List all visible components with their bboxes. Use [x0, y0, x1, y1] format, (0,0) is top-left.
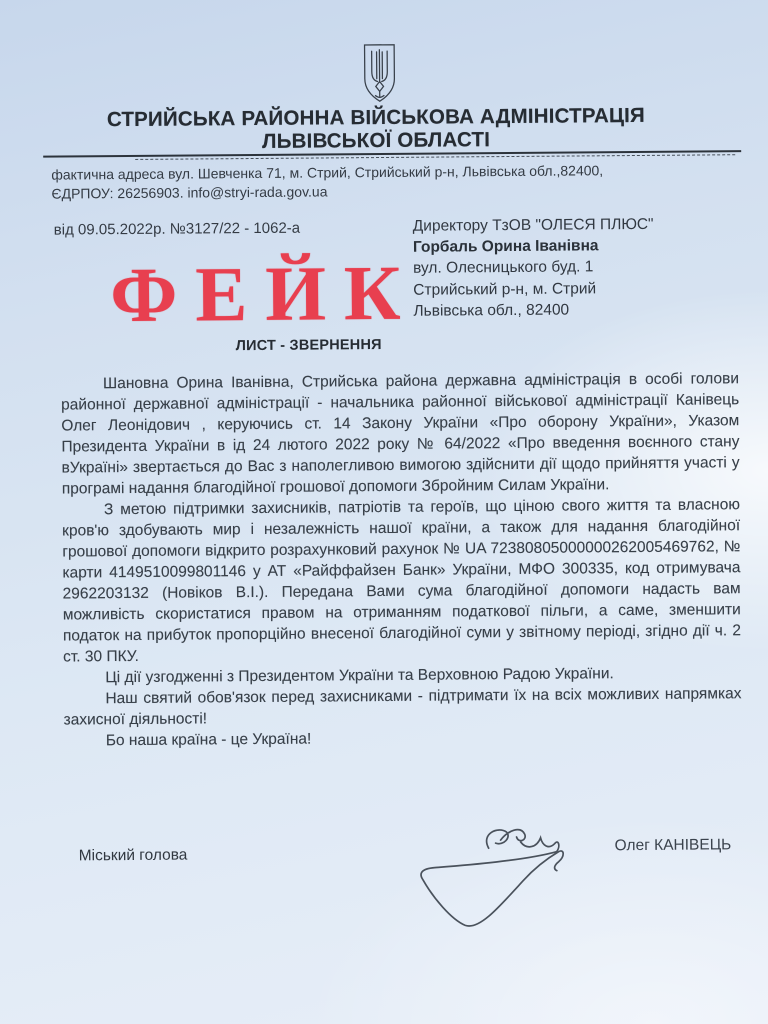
recipient-street: вул. Олесницького буд. 1: [413, 258, 594, 278]
signer-position-title: Міський голова: [78, 846, 188, 865]
letter-subject: ЛИСТ - ЗВЕРНЕННЯ: [235, 337, 382, 355]
letter-paragraph: Бо наша країна - це Україна!: [105, 730, 312, 750]
letter-paragraph: Шановна Орина Іванівна, Стрийська района державна адміністрація в особі голови районної державної адміністрації - начальника районної військової адміністрації Канівець Олег Леонідович , керуючись ст. 14 Закону України «Про оборону України», Указом Президента України в ід 24 лютого 2022 року № 64/2022 «Про введення воєнного стану вУкраїні» звертається до Вас з наполегливою вимогою здійснити дії щодо прийняття участі у програмі надання благодійної грошової допомоги Збройним Силам України.: [61, 370, 740, 498]
letter-body: [61, 368, 742, 751]
recipient-position: Директору ТзОВ "ОЛЕСЯ ПЛЮС": [412, 215, 654, 235]
signer-name: Олег КАНІВЕЦЬ: [614, 836, 732, 855]
header-address-line2: ЄДРПОУ: 26256903. info@stryi-rada.gov.ua: [51, 182, 328, 202]
recipient-name: Горбаль Орина Іванівна: [412, 237, 599, 256]
recipient-district: Стрийський р-н, м. Стрий: [413, 279, 597, 299]
organization-title-line2: ЛЬВІВСЬКОЇ ОБЛАСТІ: [262, 128, 491, 153]
tryzub-coat-of-arms-icon: [357, 42, 401, 104]
handwritten-signature: [410, 820, 591, 939]
letter-paragraph: Ці дії узгодженні з Президентом України та Верховною Радою України.: [105, 665, 614, 687]
recipient-region: Львівська обл., 82400: [413, 301, 570, 320]
fake-overlay-stamp: ФЕЙК: [109, 248, 419, 339]
organization-title-line1: СТРИЙСЬКА РАЙОННА ВІЙСЬКОВА АДМІНІСТРАЦІЯ: [106, 103, 645, 132]
reference-date-number: від 09.05.2022р. №3127/22 - 1062-а: [53, 219, 301, 239]
organization-title: [0, 103, 755, 155]
header-address-line1: фактична адреса вул. Шевченка 71, м. Стрий, Стрийський р-н, Львівська обл.,82400,: [51, 162, 604, 183]
letter-paragraph: Наш святий обов'язок перед захисниками - підтримати їх на всіх можливих напрямках захисної діяльності!: [63, 685, 742, 729]
recipient-block: [413, 214, 655, 322]
header-address: [51, 161, 603, 202]
letter-paragraph: З метою підтримки захисників, патріотів та героїв, що ціною свого життя та власною кров'ю здобувають мир і незалежність нашої країни, а також для надання благодійної грошової допомоги відкрито розрахунковий рахунок № UA 72380805000000262005469762, № карти 4149510099801146 у АТ «Райффайзен Банк» України, МФО 300335, код отримувача 2962203132 (Новіков В.І.). Передана Вами сума благодійної допомоги надасть вам можливість скористатися правом на отриманням податкової пільги, а саме, зменшити податок на прибуток пропорційно внесеної благодійної суми у звітному періоді, згідно дії ч. 2 ст. 30 ПКУ.: [62, 496, 742, 666]
